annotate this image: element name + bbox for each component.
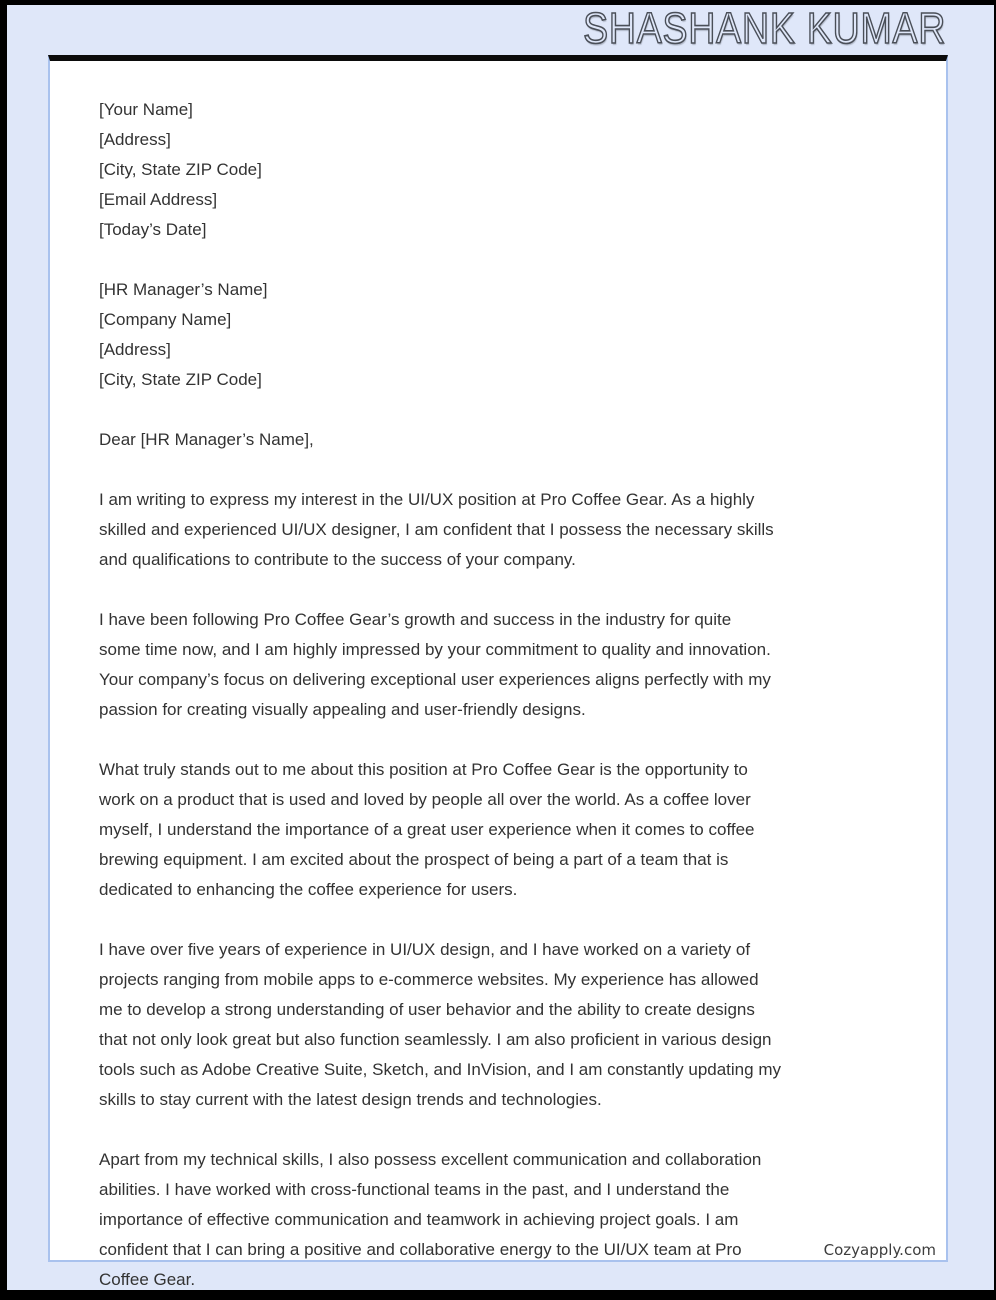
letter-content — [99, 95, 899, 1295]
body-paragraph: What truly stands out to me about this position at Pro Coffee Gear is the opportunity to work on a product that is used and loved by people all over the world. As a coffee lover myself, I understand the importance of a great user experience when it comes to coffee brewing equipment. I am excited about the prospect of being a part of a team that is dedicated to enhancing the coffee experience for users. — [99, 760, 755, 899]
body-paragraph: I have over five years of experience in UI/UX design, and I have worked on a variety of projects ranging from mobile apps to e-commerce websites. My experience has allowed me to develop a strong understanding of user behavior and the ability to create designs that not only look great but also function seamlessly. I am also proficient in various design tools such as Adobe Creative Suite, Sketch, and InVision, and I am constantly updating my skills to stay current with the latest design trends and technologies. — [99, 940, 781, 1109]
body-paragraph: I have been following Pro Coffee Gear’s growth and success in the industry for quite some time now, and I am highly impressed by your commitment to quality and innovation. Your company’s focus on delivering exceptional user experiences aligns perfectly with my passion for creating visually appealing and user-friendly designs. — [99, 610, 771, 719]
body-paragraph: I am writing to express my interest in the UI/UX position at Pro Coffee Gear. As a highly skilled and experienced UI/UX designer, I am confident that I possess the necessary skills and qualifications to contribute to the success of your company. — [99, 490, 774, 569]
page-title: SHASHANK KUMAR — [582, 4, 946, 53]
letter-page — [48, 55, 948, 1289]
sender-address-block: [Your Name] [Address] [City, State ZIP Code] [Email Address] [Today’s Date] — [99, 100, 262, 239]
body-paragraph: Apart from my technical skills, I also possess excellent communication and collaboration abilities. I have worked with cross-functional teams in the past, and I understand the importance of effective communication and teamwork in achieving project goals. I am confident that I can bring a positive and collaborative energy to the UI/UX team at Pro Coffee Gear. — [99, 1150, 762, 1289]
watermark: Cozyapply.com — [823, 1241, 936, 1259]
recipient-address-block: [HR Manager’s Name] [Company Name] [Address] [City, State ZIP Code] — [99, 280, 268, 389]
salutation: Dear [HR Manager’s Name], — [99, 430, 314, 449]
